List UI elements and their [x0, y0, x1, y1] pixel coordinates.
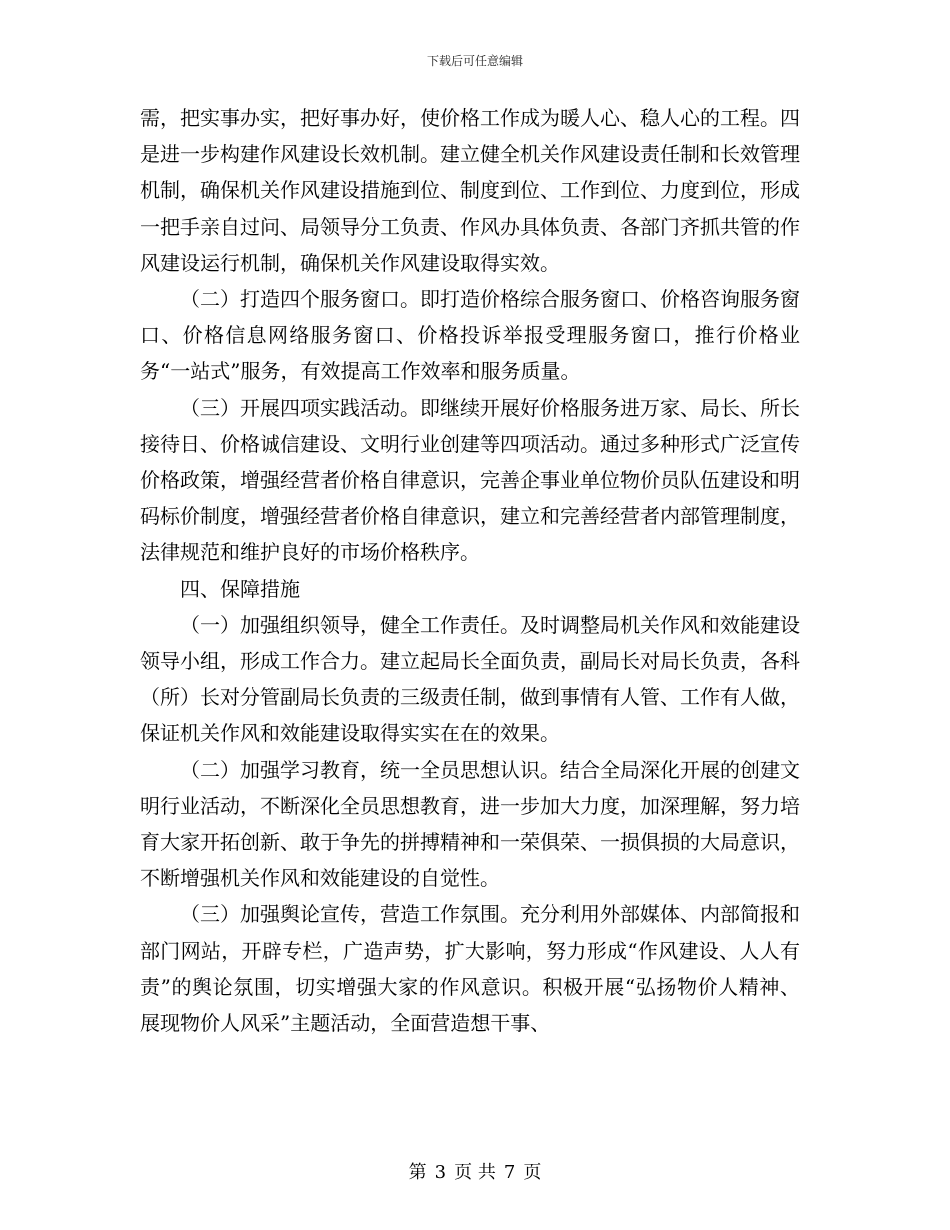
paragraph: （三）加强舆论宣传，营造工作氛围。充分利用外部媒体、内部简报和部门网站，开辟专栏，广造声势，扩大影响，努力形成“作风建设、人人有责”的舆论氛围，切实增强大家的作风意识。积极开展“弘扬物价人精神、展现物价人风采”主题活动，全面营造想干事、 [140, 902, 800, 1036]
page-footer [0, 1158, 950, 1184]
paragraph: （二）加强学习教育，统一全员思想认识。结合全局深化开展的创建文明行业活动，不断深化全员思想教育，进一步加大力度，加深理解，努力培育大家开拓创新、敢于争先的拼搏精神和一荣俱荣、一损俱损的大局意识，不断增强机关作风和效能建设的自觉性。 [140, 757, 800, 891]
total-pages: 7 [503, 1162, 516, 1183]
paragraph: （三）开展四项实践活动。即继续开展好价格服务进万家、局长、所长接待日、价格诚信建设、文明行业创建等四项活动。通过多种形式广泛宣传价格政策，增强经营者价格自律意识，完善企事业单位物价员队伍建设和明码标价制度，增强经营者价格自律意识，建立和完善经营者内部管理制度，法律规范和维护良好的市场价格秩序。 [140, 395, 800, 565]
section-heading: 四、保障措施 [180, 576, 300, 601]
footer-prefix: 第 [408, 1162, 427, 1183]
paragraph: （一）加强组织领导，健全工作责任。及时调整局机关作风和效能建设领导小组，形成工作合力。建立起局长全面负责，副局长对局长负责，各科（所）长对分管副局长负责的三级责任制，做到事情有人管、工作有人做，保证机关作风和效能建设取得实实在在的效果。 [140, 612, 800, 746]
paragraph: 需，把实事办实，把好事办好，使价格工作成为暖人心、稳人心的工程。四是进一步构建作风建设长效机制。建立健全机关作风建设责任制和长效管理机制，确保机关作风建设措施到位、制度到位、工作到位、力度到位，形成一把手亲自过问、局领导分工负责、作风办具体负责、各部门齐抓共管的作风建设运行机制，确保机关作风建设取得实效。 [140, 106, 800, 275]
paragraph: （二）打造四个服务窗口。即打造价格综合服务窗口、价格咨询服务窗口、价格信息网络服务窗口、价格投诉举报受理服务窗口，推行价格业务“一站式”服务，有效提高工作效率和服务质量。 [140, 287, 800, 384]
document-body [140, 100, 800, 1041]
page-header: 下载后可任意编辑 [426, 54, 523, 68]
footer-middle: 页 共 [454, 1162, 496, 1183]
footer-suffix: 页 [523, 1162, 542, 1183]
page-number: 3 [434, 1162, 447, 1183]
